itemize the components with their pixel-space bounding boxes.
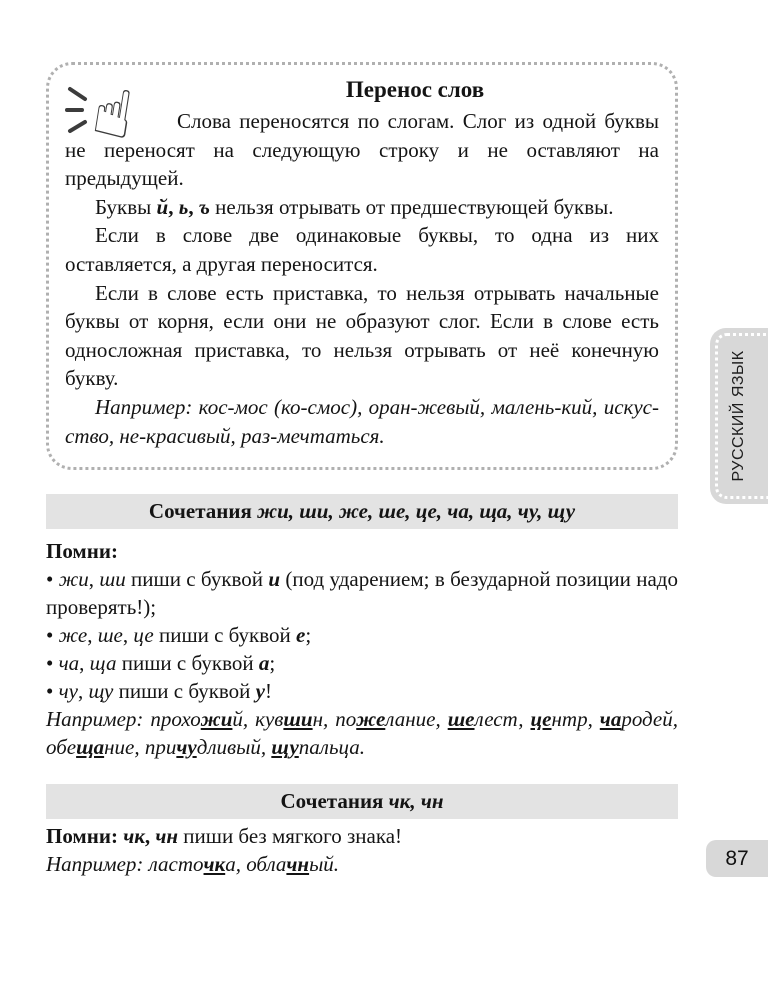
remember-line: Помни: чк, чн пиши без мягкого знака! <box>46 824 403 848</box>
example-line: Например: ласточка, облачный. <box>46 852 340 876</box>
section-header-chk-chn: Сочетания чк, чн <box>46 784 678 819</box>
hand-glyph: ☝ <box>87 72 140 155</box>
section-body-chk-chn <box>46 822 678 878</box>
section-body-zhi-shi <box>46 537 678 761</box>
page-number-tab <box>706 840 768 877</box>
remember-label: Помни: <box>46 539 118 563</box>
section-header-zhi-shi: Сочетания жи, ши, же, ше, це, ча, ща, чу, щу <box>46 494 678 529</box>
example-line: Например: прохожий, кувшин, пожелание, шелест, центр, чародей, обещание, причудливый, щупальца. <box>46 707 679 759</box>
rule-paragraph: Если в слове есть приставка, то нельзя отрывать начальные буквы от корня, если они не образуют слог. Если в слове есть односложная приставка, то нельзя отрывать от неё конечную букву. <box>65 280 659 391</box>
rule-bullet: • же, ше, це пиши с буквой е; <box>46 623 312 647</box>
page-number: 87 <box>725 847 749 870</box>
subject-side-tab <box>710 328 768 504</box>
subject-side-tab-label: РУССКИЙ ЯЗЫК <box>730 350 747 482</box>
rule-paragraph: Слова переносятся по слогам. Слог из одной буквы не переносят на следующую строку и не оставляют на предыдущей. <box>65 109 659 191</box>
rule-paragraph: Если в слове две одинаковые буквы, то одна из них оставляется, а другая переносится. <box>65 223 659 276</box>
rule-box-perenos-slov <box>46 62 678 470</box>
rule-bullet: • чу, щу пиши с буквой у! <box>46 679 272 703</box>
rule-paragraph: Буквы й, ь, ъ нельзя отрывать от предшествующей буквы. <box>95 194 614 219</box>
rule-bullet: • ча, ща пиши с буквой а; <box>46 651 276 675</box>
rule-example-paragraph: Например: кос-мос (ко-смос), оран-жевый, малень-кий, искус-ство, не-красивый, раз-мечтаться. <box>65 394 659 448</box>
rule-box-title: Перенос слов <box>345 77 485 102</box>
pointing-hand-icon <box>65 72 171 155</box>
attention-dashes-icon <box>65 79 91 141</box>
rule-bullet: • жи, ши пиши с буквой и (под ударением; в безударной позиции надо проверять!); <box>46 567 678 619</box>
